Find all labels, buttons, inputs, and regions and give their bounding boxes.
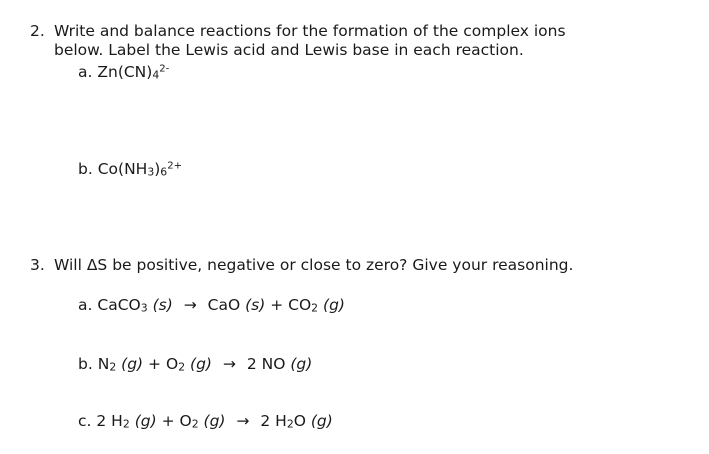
question-2-number: 2. [30,22,45,40]
question-2-text-line-1: Write and balance reactions for the formation of the complex ions [54,22,566,40]
question-3b [78,355,312,373]
question-3-line [30,256,573,274]
question-3-number: 3. [30,256,45,274]
question-2-text-line-2: below. Label the Lewis acid and Lewis base in each reaction. [54,41,524,59]
question-3-prompt: Will ΔS be positive, negative or close to zero? Give your reasoning. [54,256,574,274]
reaction-equation: $N_2$ $(g) + O_2$ (g) → 2 NO (g) [97,355,313,374]
reaction-arrow: → [236,412,250,430]
reaction-arrow: → [183,296,197,314]
question-3c [78,412,333,430]
question-2a [78,63,169,81]
item-label: b. [78,355,93,373]
item-label: b. [78,160,93,178]
question-2b [78,160,182,178]
complex-ion-formula: $Co(NH_3)_6^{2+}$ [97,160,183,179]
item-label: a. [78,63,93,81]
item-label: c. [78,412,92,430]
question-3a [78,296,345,314]
item-label: a. [78,296,93,314]
complex-ion-formula: $Zn(CN)_4^{2-}$ [97,63,170,82]
reaction-equation: 2 $H_2$ $(g) + O_2$ (g) → 2 $H_2O$ (g) [96,412,333,431]
reaction-equation: CaCO$_3$ (s) → CaO $(s) + CO_2$ (g) [97,296,345,315]
question-2-line-1 [30,22,566,40]
reaction-arrow: → [222,355,236,373]
question-2-line-2 [54,41,524,59]
